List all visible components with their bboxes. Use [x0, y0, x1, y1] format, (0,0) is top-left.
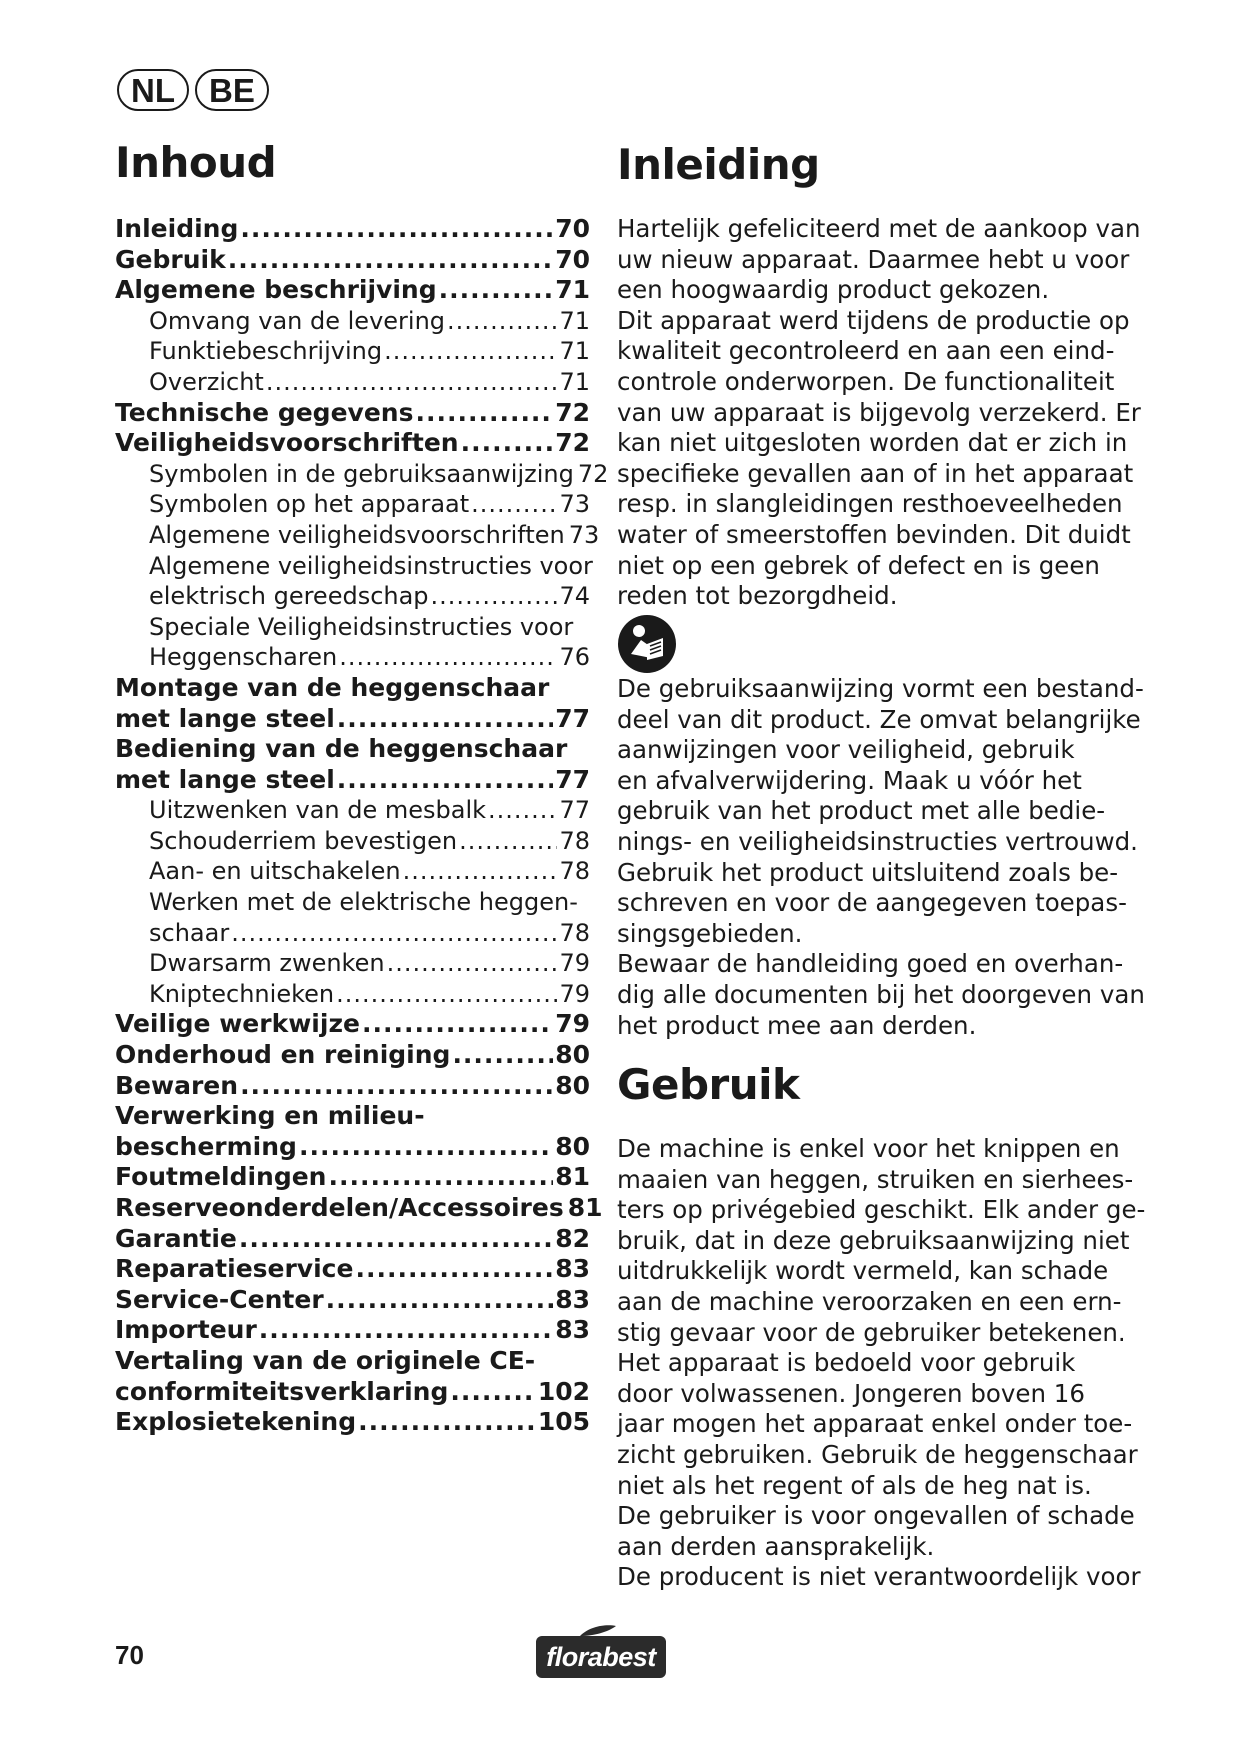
toc-entry-page: 83	[555, 1284, 590, 1314]
toc-entry-title: Reparatieservice	[115, 1254, 354, 1284]
toc-entry	[115, 1132, 590, 1163]
toc-entry-title: Foutmeldingen	[115, 1162, 327, 1192]
text-line: kwaliteit gecontroleerd en aan een eind-	[617, 336, 1115, 366]
toc-leader-dots	[452, 1040, 553, 1071]
text-line: kan niet uitgesloten worden dat er zich in	[617, 428, 1128, 458]
text-line: De gebruiker is voor ongevallen of schade	[617, 1501, 1135, 1531]
toc-entry	[115, 1407, 590, 1438]
text-line: stig gevaar voor de gebruiker betekenen.	[617, 1317, 1126, 1347]
text-line: niet als het regent of als de heg nat is.	[617, 1470, 1092, 1500]
toc-entry	[115, 887, 590, 918]
text-line: door volwassenen. Jongeren boven 16	[617, 1378, 1085, 1408]
text-line: bruik, dat in deze gebruiksaanwijzing niet	[617, 1225, 1130, 1255]
toc-entry-title: Veiligheidsvoorschriften	[115, 428, 459, 458]
toc-entry-page: 74	[559, 582, 590, 611]
toc-entry-page: 83	[555, 1254, 590, 1284]
toc-entry-title: Gebruik	[115, 244, 226, 274]
toc-entry-title: Dwarsarm zwenken	[149, 949, 385, 978]
toc-entry-page: 71	[555, 275, 590, 305]
toc-leader-dots	[336, 979, 557, 1010]
text-line: resp. in slangleidingen resthoeveelheden	[617, 489, 1123, 519]
toc-entry-title: Algemene veiligheidsinstructies voor	[149, 551, 593, 580]
toc-entry-page: 79	[559, 949, 590, 978]
toc-entry	[115, 918, 590, 949]
toc-entry	[115, 1315, 590, 1346]
text-line: niet op een gebrek of defect en is geen	[617, 550, 1100, 580]
toc-leader-dots	[337, 704, 553, 735]
toc-entry-title: Algemene veiligheidsvoorschriften	[149, 520, 565, 549]
toc-entry	[115, 1071, 590, 1102]
toc-entry-title: Aan- en uitschakelen	[149, 857, 401, 886]
toc-entry	[115, 856, 590, 887]
toc-entry	[115, 673, 590, 704]
text-line: schreven en voor de aangegeven toepas-	[617, 888, 1127, 918]
toc-entry-title: met lange steel	[115, 703, 335, 733]
toc-entry	[115, 459, 609, 490]
toc-entry-page: 102	[537, 1376, 590, 1406]
toc-entry	[115, 826, 590, 857]
text-line: Hartelijk gefeliciteerd met de aankoop van	[617, 214, 1141, 243]
toc-leader-dots	[384, 336, 557, 367]
text-line: dig alle documenten bij het doorgeven van	[617, 979, 1145, 1009]
toc-leader-dots	[240, 214, 553, 245]
toc-entry-title: Bediening van de heggenschaar	[115, 734, 568, 764]
text-line: een hoogwaardig product gekozen.	[617, 275, 1050, 305]
toc-entry-title: conformiteitsverklaring	[115, 1376, 449, 1406]
toc-entry	[115, 612, 590, 643]
toc-entry	[115, 336, 590, 367]
toc-entry-page: 79	[555, 1009, 590, 1039]
toc-entry-title: Technische gegevens	[115, 397, 414, 427]
toc-entry-title: Omvang van de levering	[149, 306, 446, 335]
text-line: controle onderworpen. De functionaliteit	[617, 366, 1115, 396]
toc-leader-dots	[337, 765, 553, 796]
toc-entry-page: 80	[555, 1131, 590, 1161]
toc-entry	[115, 979, 590, 1010]
toc-entry-title: Algemene beschrijving	[115, 275, 437, 305]
toc-entry-page: 71	[559, 367, 590, 396]
toc-entry-title: Inleiding	[115, 214, 239, 243]
toc-entry-page: 82	[555, 1223, 590, 1253]
intro-paragraph-2	[617, 674, 1145, 1041]
text-line: jaar mogen het apparaat enkel onder toe-	[617, 1409, 1133, 1439]
toc-entry-title: Heggenscharen	[149, 643, 338, 672]
toc-entry-page: 83	[555, 1315, 590, 1345]
toc-entry-title: Veilige werkwijze	[115, 1009, 360, 1039]
toc-entry-title: met lange steel	[115, 764, 335, 794]
toc-entry-title: Kniptechnieken	[149, 979, 335, 1008]
toc-entry-title: Reserveonderdelen/Accessoires	[115, 1193, 564, 1222]
toc-entry-title: schaar	[149, 918, 230, 947]
toc-entry-page: 70	[555, 244, 590, 274]
toc-leader-dots	[339, 642, 557, 673]
text-line: uitdrukkelijk wordt vermeld, kan schade	[617, 1256, 1109, 1286]
text-line: ters op privégebied geschikt. Elk ander ge-	[617, 1195, 1146, 1225]
toc-entry-page: 76	[559, 643, 590, 672]
toc-entry	[115, 520, 600, 551]
text-line: en afvalverwijdering. Maak u vóór het	[617, 765, 1082, 795]
toc-entry-page: 77	[555, 764, 590, 794]
toc-entry-title: bescherming	[115, 1131, 297, 1161]
toc-leader-dots	[299, 1132, 553, 1163]
toc-leader-dots	[488, 795, 557, 826]
toc-entry-title: Bewaren	[115, 1070, 239, 1100]
toc-entry	[115, 581, 590, 612]
toc-entry-page: 79	[559, 979, 590, 1008]
language-badge-be: BE	[195, 69, 269, 111]
toc-entry-page: 80	[555, 1070, 590, 1100]
toc-entry-page: 81	[567, 1193, 603, 1222]
language-badge-nl: NL	[117, 69, 189, 111]
text-line: maaien van heggen, struiken en sierhees-	[617, 1164, 1134, 1194]
read-manual-icon	[617, 614, 677, 674]
toc-entry-title: Funktiebeschrijving	[149, 337, 383, 366]
toc-leader-dots	[355, 1254, 553, 1285]
toc-leader-dots	[362, 1009, 553, 1040]
text-line: De producent is niet verantwoordelijk voor	[617, 1562, 1141, 1592]
toc-entry	[115, 1346, 590, 1377]
toc-leader-dots	[328, 1162, 553, 1193]
toc-leader-dots	[447, 306, 557, 337]
text-line: zicht gebruiken. Gebruik de heggenschaar	[617, 1439, 1138, 1469]
toc-entry-title: Verwerking en milieu-	[115, 1101, 425, 1131]
toc-entry-page: 78	[559, 918, 590, 947]
toc-entry	[115, 1224, 590, 1255]
toc-title: Inhoud	[115, 138, 277, 187]
intro-paragraph-1	[617, 214, 1141, 612]
text-line: reden tot bezorgdheid.	[617, 581, 898, 611]
text-line: Gebruik het product uitsluitend zoals be-	[617, 857, 1119, 887]
toc-entry-title: Schouderriem bevestigen	[149, 826, 458, 855]
toc-entry	[115, 275, 590, 306]
intro-title: Inleiding	[617, 140, 820, 189]
language-badges	[117, 69, 269, 111]
toc-entry	[115, 795, 590, 826]
toc-entry	[115, 642, 590, 673]
toc-entry-title: Symbolen op het apparaat	[149, 490, 470, 519]
toc-entry	[115, 367, 590, 398]
text-line: singsgebieden.	[617, 918, 803, 948]
toc-entry	[115, 306, 590, 337]
toc-entry-page: 81	[555, 1162, 590, 1192]
toc-leader-dots	[326, 1285, 554, 1316]
toc-leader-dots	[471, 489, 557, 520]
toc-entry-page: 72	[555, 428, 590, 458]
text-line: deel van dit product. Ze omvat belangrijke	[617, 704, 1141, 734]
toc-entry-page: 70	[555, 214, 590, 243]
toc-leader-dots	[228, 245, 554, 276]
toc-leader-dots	[387, 948, 558, 979]
toc-entry	[115, 1254, 590, 1285]
toc-leader-dots	[266, 367, 558, 398]
toc-leader-dots	[239, 1224, 553, 1255]
text-line: Bewaar de handleiding goed en overhan-	[617, 949, 1124, 979]
usage-title: Gebruik	[617, 1060, 800, 1109]
toc-entry-page: 77	[559, 796, 590, 825]
text-line: nings- en veiligheidsinstructies vertrouwd.	[617, 826, 1138, 856]
toc-entry-page: 78	[559, 826, 590, 855]
toc-entry-title: Overzicht	[149, 367, 264, 396]
toc-entry-page: 71	[559, 337, 590, 366]
toc-entry	[115, 704, 590, 735]
toc-entry-page: 105	[537, 1407, 590, 1437]
table-of-contents	[115, 214, 609, 1438]
toc-entry-page: 73	[559, 490, 590, 519]
text-line: aanwijzingen voor veiligheid, gebruik	[617, 735, 1075, 765]
text-line: specifieke gevallen aan of in het apparaat	[617, 458, 1134, 488]
toc-entry	[115, 428, 590, 459]
toc-entry	[115, 1101, 590, 1132]
text-line: De machine is enkel voor het knippen en	[617, 1134, 1120, 1163]
toc-entry	[115, 1009, 590, 1040]
toc-leader-dots	[403, 856, 558, 887]
text-line: aan de machine veroorzaken en een ern-	[617, 1286, 1122, 1316]
toc-entry-title: Importeur	[115, 1315, 257, 1345]
toc-entry-page: 73	[568, 520, 600, 549]
toc-leader-dots	[459, 826, 557, 857]
toc-entry	[115, 765, 590, 796]
toc-entry-title: Service-Center	[115, 1284, 324, 1314]
toc-entry	[115, 489, 590, 520]
toc-entry-title: Vertaling van de originele CE-	[115, 1345, 536, 1375]
toc-entry	[115, 398, 590, 429]
text-line: water of smeerstoffen bevinden. Dit duidt	[617, 519, 1131, 549]
toc-entry-title: Garantie	[115, 1223, 237, 1253]
toc-entry	[115, 214, 590, 245]
toc-entry-page: 71	[559, 306, 590, 335]
toc-entry-title: Werken met de elektrische heggen-	[149, 888, 578, 917]
toc-entry	[115, 948, 590, 979]
usage-paragraph	[617, 1134, 1146, 1593]
toc-entry-title: Symbolen in de gebruiksaanwijzing	[149, 459, 574, 488]
toc-leader-dots	[358, 1407, 536, 1438]
toc-entry-title: Explosietekening	[115, 1407, 357, 1437]
text-line: het product mee aan derden.	[617, 1010, 977, 1040]
toc-entry-page: 72	[555, 397, 590, 427]
text-line: aan derden aansprakelijk.	[617, 1531, 935, 1561]
toc-entry	[115, 1285, 590, 1316]
toc-entry-title: Uitzwenken van de mesbalk	[149, 796, 487, 825]
page-number: 70	[115, 1640, 144, 1670]
toc-entry-page: 80	[555, 1040, 590, 1070]
toc-leader-dots	[439, 275, 554, 306]
toc-entry-title: Onderhoud en reiniging	[115, 1040, 451, 1070]
toc-leader-dots	[431, 581, 558, 612]
toc-entry	[115, 1162, 590, 1193]
toc-entry-page: 72	[577, 459, 609, 488]
text-line: Het apparaat is bedoeld voor gebruik	[617, 1348, 1076, 1378]
toc-entry	[115, 551, 593, 582]
text-line: Dit apparaat werd tijdens de productie op	[617, 305, 1130, 335]
toc-leader-dots	[259, 1315, 553, 1346]
toc-leader-dots	[415, 398, 553, 429]
brand-logo: florabest	[536, 1636, 666, 1678]
toc-entry-page: 77	[555, 703, 590, 733]
toc-entry-title: Montage van de heggenschaar	[115, 672, 550, 702]
text-line: van uw apparaat is bijgevolg verzekerd. Er	[617, 397, 1141, 427]
text-line: uw nieuw apparaat. Daarmee hebt u voor	[617, 244, 1130, 274]
toc-entry	[115, 1193, 603, 1224]
text-line: gebruik van het product met alle bedie-	[617, 796, 1106, 826]
toc-entry-title: Speciale Veiligheidsinstructies voor	[149, 612, 574, 641]
toc-leader-dots	[240, 1071, 553, 1102]
toc-leader-dots	[231, 918, 557, 949]
toc-leader-dots	[450, 1377, 535, 1408]
toc-entry	[115, 1377, 590, 1408]
toc-entry	[115, 734, 590, 765]
toc-entry-title: elektrisch gereedschap	[149, 582, 429, 611]
toc-entry	[115, 1040, 590, 1071]
toc-entry	[115, 245, 590, 276]
text-line: De gebruiksaanwijzing vormt een bestand-	[617, 674, 1144, 703]
toc-entry-page: 78	[559, 857, 590, 886]
toc-leader-dots	[461, 428, 554, 459]
